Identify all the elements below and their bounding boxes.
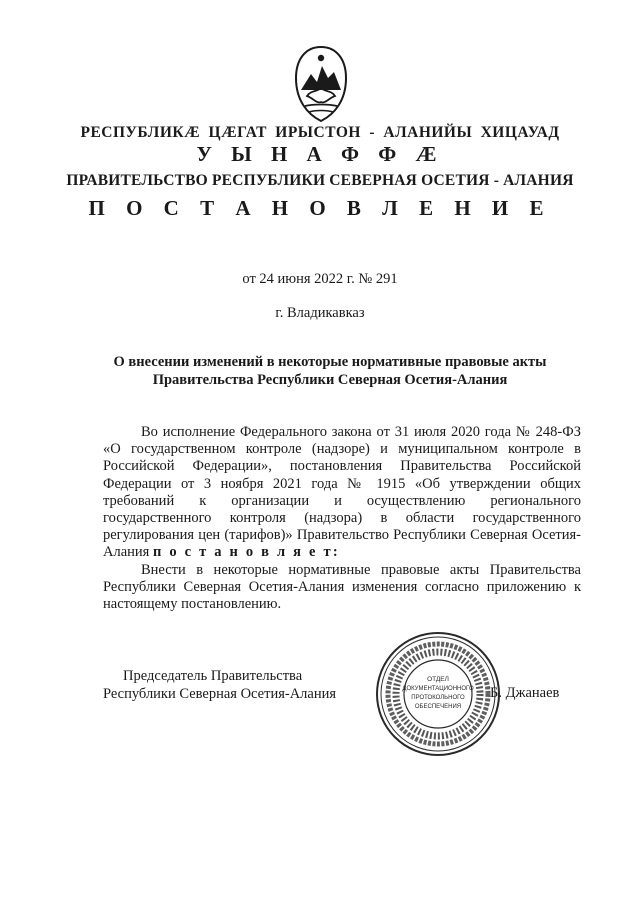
document-body xyxy=(103,424,581,613)
stamp-center-line: ПРОТОКОЛЬНОГО xyxy=(411,695,465,701)
document-title-line: О внесении изменений в некоторые нормативные правовые акты xyxy=(113,354,547,370)
body-paragraph xyxy=(103,424,581,562)
coat-of-arms-icon xyxy=(291,44,351,124)
signer-position-line: Председатель Правительства xyxy=(123,668,303,684)
document-date-number: от 24 июня 2022 г. № 291 xyxy=(242,271,398,287)
document-title-line: Правительства Республики Северная Осетия-Алания xyxy=(152,372,508,388)
signer-position-line: Республики Северная Осетия-Алания xyxy=(103,686,337,702)
body-paragraph-text: Во исполнение Федерального закона от 31 июля 2020 года № 248-ФЗ «О государственном контроле (надзоре) и муниципальном контроле в Российской Федерации», постановления Правительства Российской Федерации от 3 ноября 2021 года № 1915 «Об утверждении общих требований к организации и осуществлению регионального государственного контроля (надзора) в области государственного регулирования цен (тарифов)» Правительство Республики Северная Осетия-Алания xyxy=(103,424,581,561)
ossetian-document-type: У Ы Н А Ф Ф Ӕ xyxy=(196,142,444,166)
ossetian-republic-header: РЕСПУБЛИКӔ ЦӔГАТ ИРЫСТОН - АЛАНИЙЫ ХИЦАУАД xyxy=(80,124,560,141)
resolves-keyword: п о с т а н о в л я е т: xyxy=(152,544,340,561)
official-stamp xyxy=(374,630,502,758)
stamp-center-line: ОБЕСПЕЧЕНИЯ xyxy=(414,704,462,710)
document-title xyxy=(80,353,580,389)
document-city: г. Владикавказ xyxy=(275,305,365,321)
russian-government-header: ПРАВИТЕЛЬСТВО РЕСПУБЛИКИ СЕВЕРНАЯ ОСЕТИЯ - АЛАНИЯ xyxy=(66,172,574,189)
body-paragraph: Внести в некоторые нормативные правовые акты Правительства Республики Северная Осетия-Алания изменения согласно приложению к настоящему постановлению. xyxy=(103,561,581,613)
stamp-center-line: ОТДЕЛ xyxy=(427,676,449,683)
signer-position xyxy=(103,667,336,703)
stamp-center-line: ДОКУМЕНТАЦИОННОГО xyxy=(402,686,474,692)
signer-name: Б. Джанаев xyxy=(490,685,560,701)
russian-document-type: П О С Т А Н О В Л Е Н И Е xyxy=(88,196,552,220)
